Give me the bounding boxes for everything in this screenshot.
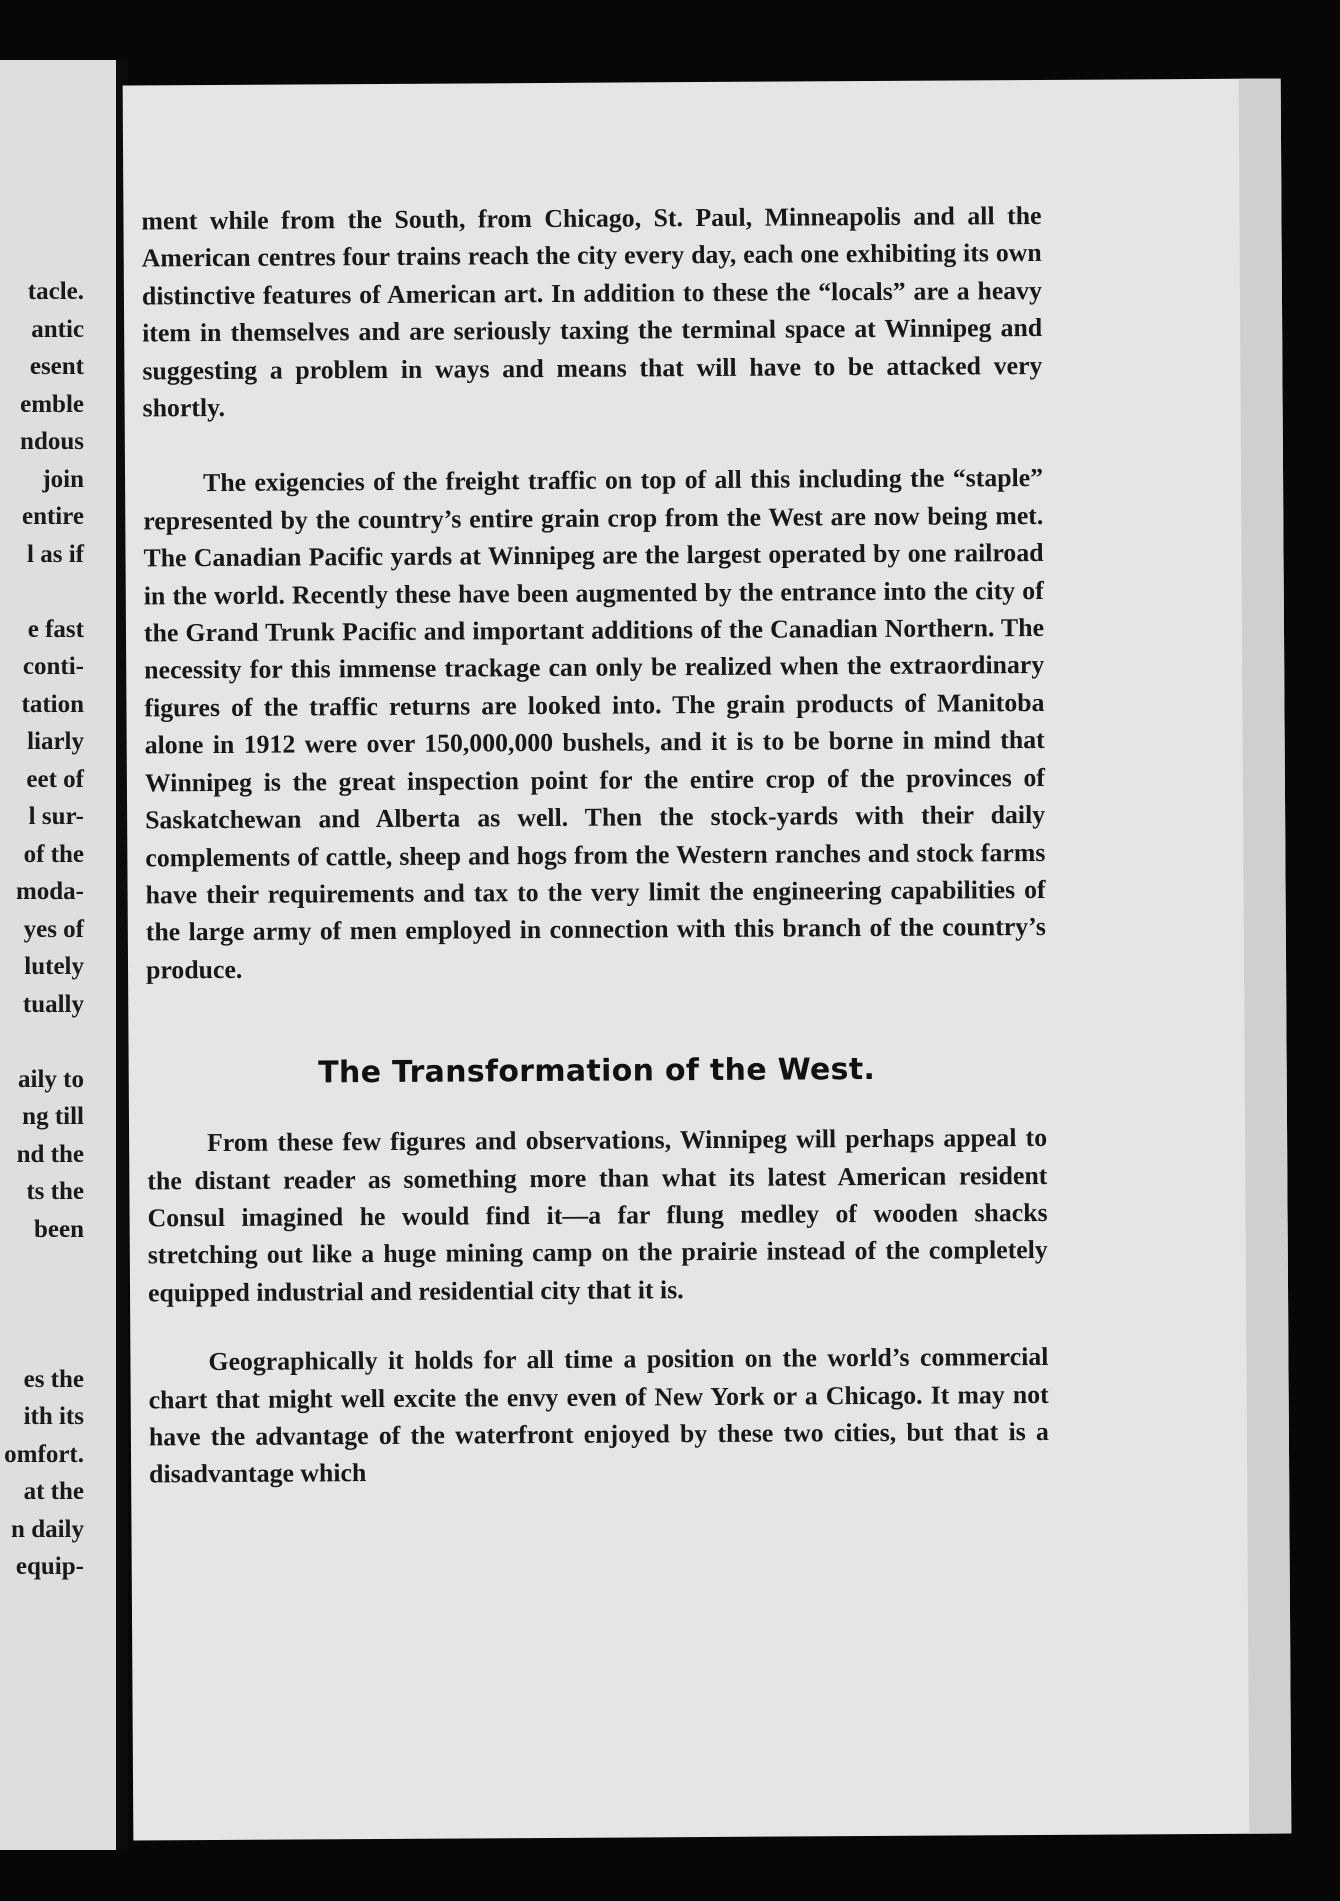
left-line: ith its	[23, 1403, 84, 1430]
paragraph-freight-traffic: The exigencies of the freight traffic on top of all this including the “staple” represented by the country’s entire grain crop from the West are now being met. The Canadian Pacific yards at Winnipeg are the largest operated by one railroad in the world. Recently these have been augmented by the entrance into the city of the Grand Trunk Pacific and important additions of the Canadian Northern. The necessity for this immense trackage can only be realized when the extraordinary figures of the traffic returns are looked into. The grain products of Manitoba alone in 1912 were over 150,000,000 bushels, and it is to be borne in mind that Winnipeg is the great inspection point for the entire crop of the provinces of Saskatchewan and Alberta as well. Then the stock-yards with their daily complements of cattle, sheep and hogs from the Western ranches and stock farms have their requirements and tax to the very limit the engineering capabilities of the large army of men employed in connection with this branch of the country’s produce.	[143, 463, 1046, 985]
left-line: lutely	[24, 953, 84, 980]
left-line-blank	[0, 573, 116, 611]
left-line: tation	[21, 690, 84, 718]
left-line: aily to	[18, 1065, 84, 1093]
left-line-blank	[0, 1023, 116, 1061]
paragraph-gap	[143, 421, 1043, 464]
left-line: emble	[20, 390, 84, 418]
body-text-column	[141, 197, 1049, 1493]
left-line: join	[42, 465, 84, 493]
left-line: tually	[22, 990, 84, 1018]
left-line: liarly	[27, 728, 84, 755]
paragraph-figures-observations: From these few figures and observations, Winnipeg will perhaps appeal to the distant reader as something more than what its latest American resident Consul imagined he would find it—a far flung medley of wooden shacks stretching out like a huge mining camp on the prairie instead of the completely equipped industrial and residential city that it is.	[147, 1123, 1048, 1308]
left-line: esent	[29, 353, 84, 380]
left-page-top-margin	[0, 60, 116, 273]
paragraph-geographically: Geographically it holds for all time a position on the world’s commercial chart that might well excite the envy even of New York or a Chicago. It may not have the advantage of the waterfront enjoyed by these two cities, but that is a disadvantage which	[148, 1342, 1049, 1489]
left-line: antic	[31, 315, 84, 343]
left-page-fragment	[0, 60, 116, 1850]
left-line: l as if	[27, 540, 84, 568]
left-line: conti-	[22, 653, 84, 680]
left-line: omfort.	[4, 1440, 84, 1468]
left-line: of the	[23, 840, 84, 868]
section-heading: The Transformation of the West.	[318, 1052, 876, 1091]
left-line: ts the	[26, 1178, 84, 1205]
left-line: moda-	[15, 878, 84, 905]
left-line-blank	[0, 1248, 116, 1286]
left-line: n daily	[11, 1515, 84, 1543]
left-line: e fast	[27, 615, 84, 643]
left-line: es the	[23, 1365, 84, 1393]
left-line: ng till	[22, 1103, 84, 1130]
left-line: tacle.	[27, 278, 84, 305]
left-line: at the	[23, 1478, 84, 1505]
right-page	[123, 78, 1292, 1840]
left-line: nd the	[16, 1140, 84, 1168]
left-line: been	[34, 1215, 84, 1243]
page-edge-shadow	[1239, 78, 1292, 1833]
left-line: ndous	[20, 428, 84, 455]
left-line: l sur-	[28, 803, 84, 830]
paragraph-continued: ment while from the South, from Chicago, St. Paul, Minneapolis and all the American centres four trains reach the city every day, each one exhibiting its own distinctive features of American art. In addition to these the “locals” are a heavy item in themselves and are seriously taxing the terminal space at Winnipeg and suggesting a problem in ways and means that will have to be attacked very shortly.	[141, 200, 1043, 423]
left-line: entire	[21, 503, 84, 530]
left-line: yes of	[23, 915, 84, 943]
left-line: eet of	[26, 765, 84, 793]
left-line-blank	[0, 1323, 116, 1361]
left-line: equip-	[15, 1553, 84, 1580]
left-line-blank	[0, 1286, 116, 1324]
section-gap	[146, 983, 1046, 1054]
